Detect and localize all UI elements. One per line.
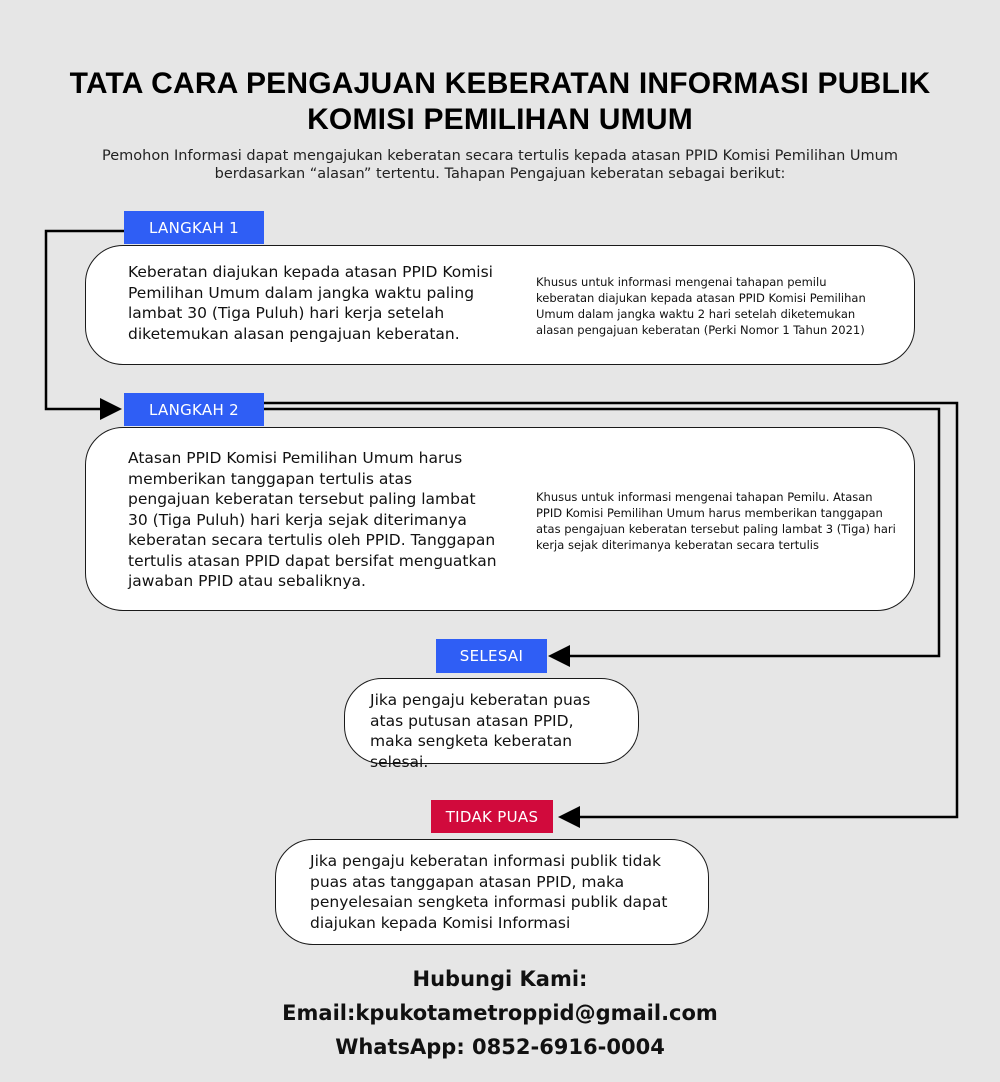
- contact-heading: Hubungi Kami:: [412, 967, 588, 991]
- step-1-box: [85, 245, 915, 365]
- step-1-label: LANGKAH 1: [124, 211, 264, 244]
- page-title: [0, 66, 1000, 138]
- contact-whatsapp[interactable]: WhatsApp: 0852-6916-0004: [335, 1035, 665, 1059]
- arrowhead-tidak-puas: [558, 806, 580, 828]
- tidak-puas-text: Jika pengaju keberatan informasi publik tidak puas atas tanggapan atasan PPID, maka penyelesaian sengketa informasi publik dapat diajukan kepada Komisi Informasi: [310, 852, 668, 932]
- intro-text: Pemohon Informasi dapat mengajukan keberatan secara tertulis kepada atasan PPID Komisi Pemilihan Umum berdasarkan “alasan” tertentu. Tahapan Pengajuan keberatan sebagai berikut:: [102, 148, 898, 182]
- step-2-main-text: Atasan PPID Komisi Pemilihan Umum harus memberikan tanggapan tertulis atas pengajuan keberatan tersebut paling lambat 30 (Tiga Puluh) hari kerja sejak diterimanya keberatan secara tertulis oleh PPID. Tanggapan tertulis atasan PPID dapat bersifat menguatkan jawaban PPID atau sebaliknya.: [128, 449, 497, 590]
- tidak-puas-box: [275, 839, 709, 945]
- step-1-main-text: Keberatan diajukan kepada atasan PPID Komisi Pemilihan Umum dalam jangka waktu paling lambat 30 (Tiga Puluh) hari kerja setelah diketemukan alasan pengajuan keberatan.: [128, 263, 493, 343]
- selesai-label: SELESAI: [436, 639, 547, 673]
- title-line-2: KOMISI PEMILIHAN UMUM: [307, 103, 693, 136]
- step-2-note: Khusus untuk informasi mengenai tahapan Pemilu. Atasan PPID Komisi Pemilihan Umum harus memberikan tanggapan atas pengajuan keberatan tersebut paling lambat 3 (Tiga) hari kerja sejak diterimanya keberatan secara tertulis: [536, 490, 896, 552]
- step-2-box: [85, 427, 915, 611]
- selesai-box: [344, 678, 639, 771]
- arrowhead-step2: [100, 398, 122, 420]
- title-line-1: TATA CARA PENGAJUAN KEBERATAN INFORMASI PUBLIK: [69, 67, 931, 100]
- arrowhead-selesai: [548, 645, 570, 667]
- contact-email[interactable]: Email:kpukotametroppid@gmail.com: [282, 1001, 718, 1025]
- step-1-note: Khusus untuk informasi mengenai tahapan pemilu keberatan diajukan kepada atasan PPID Komisi Pemilihan Umum dalam jangka waktu 2 hari setelah diketemukan alasan pengajuan keberatan (Perki Nomor 1 Tahun 2021): [536, 275, 866, 337]
- tidak-puas-label: TIDAK PUAS: [431, 800, 553, 833]
- step-2-label: LANGKAH 2: [124, 393, 264, 426]
- selesai-text: Jika pengaju keberatan puas atas putusan atasan PPID, maka sengketa keberatan selesai.: [370, 691, 591, 771]
